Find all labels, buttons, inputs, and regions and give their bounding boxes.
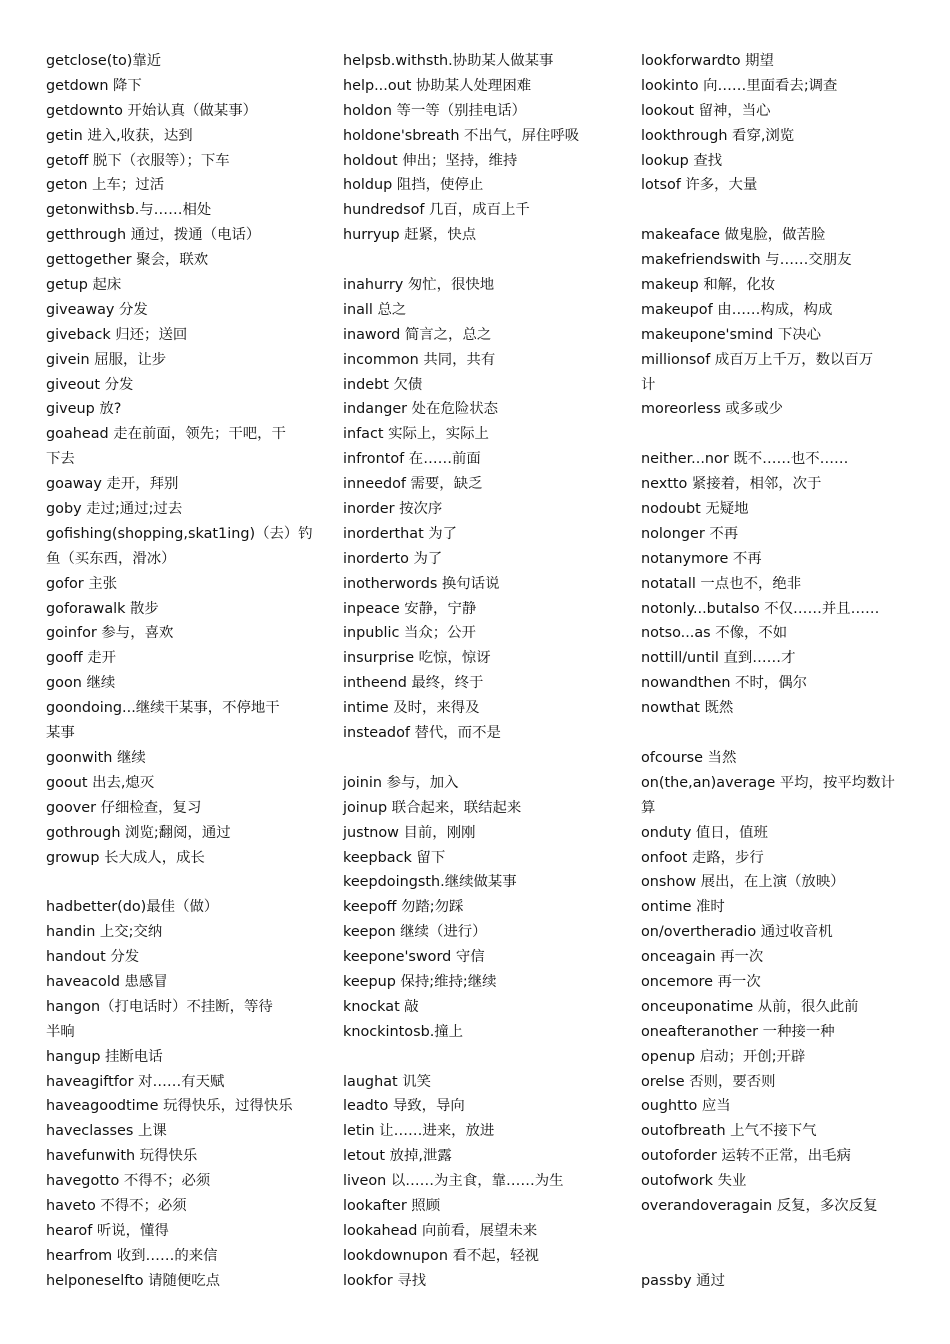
vocab-entry: goby 走过;通过;过去	[46, 501, 183, 518]
vocab-entry: inorderthat 为了	[343, 525, 458, 542]
vocab-entry: goon 继续	[46, 675, 116, 692]
vocab-entry: hearfrom 收到……的来信	[46, 1247, 218, 1264]
vocab-entry: openup 启动；开创;开辟	[641, 1048, 806, 1065]
vocab-entry: 算	[641, 799, 656, 816]
vocab-entry: notso...as 不像，不如	[641, 625, 788, 642]
vocab-entry: outofbreath 上气不接下气	[641, 1123, 817, 1140]
vocab-entry: giveback 归还；送回	[46, 326, 188, 343]
vocab-entry: nottill/until 直到……才	[641, 650, 796, 667]
vocab-entry: lookdownupon 看不起，轻视	[343, 1247, 539, 1264]
vocab-entry: makeupone'smind 下决心	[641, 326, 822, 343]
vocab-entry: onduty 值日，值班	[641, 824, 768, 841]
vocab-entry: justnow 目前，刚刚	[343, 824, 476, 841]
vocab-entry: on(the,an)average 平均，按平均数计	[641, 774, 895, 791]
vocab-entry: onceagain 再一次	[641, 949, 764, 966]
vocab-entry: indebt 欠债	[343, 376, 423, 393]
vocab-entry: millionsof 成百万上千万，数以百万	[641, 351, 874, 368]
vocab-entry: nowthat 既然	[641, 700, 734, 717]
vocab-entry: lookthrough 看穿,浏览	[641, 127, 795, 144]
vocab-entry: help...out 协助某人处理困难	[343, 77, 532, 94]
vocab-entry: inorder 按次序	[343, 501, 443, 518]
vocab-entry: intheend 最终，终于	[343, 675, 484, 692]
vocab-entry: ontime 准时	[641, 899, 725, 916]
vocab-entry: keepon 继续（进行）	[343, 924, 487, 941]
vocab-entry: getup 起床	[46, 277, 122, 294]
vocab-entry: nodoubt 无疑地	[641, 501, 749, 518]
vocab-entry: joinin 参与，加入	[343, 774, 459, 791]
vocab-entry: laughat 讥笑	[343, 1073, 432, 1090]
blank-line	[641, 1244, 907, 1269]
vocab-entry: onshow 展出，在上演（放映）	[641, 874, 845, 891]
vocab-entry: lookahead 向前看，展望未来	[343, 1222, 538, 1239]
vocab-entry: helpsb.withsth.协助某人做某事	[343, 53, 554, 69]
vocab-entry: inahurry 匆忙，很快地	[343, 277, 495, 294]
vocab-entry: getdownto 开始认真（做某事）	[46, 102, 257, 119]
vocab-entry: orelse 否则，要否则	[641, 1073, 776, 1090]
vocab-entry: haveagoodtime 玩得快乐，过得快乐	[46, 1098, 293, 1115]
vocab-entry: goforawalk 散步	[46, 600, 159, 617]
vocab-entry: neither...nor 既不……也不……	[641, 451, 849, 468]
vocab-entry: goout 出去,熄灭	[46, 774, 155, 791]
vocab-entry: gofor 主张	[46, 575, 118, 592]
vocab-entry: keepback 留下	[343, 849, 446, 866]
vocab-entry: giveout 分发	[46, 376, 134, 393]
vocab-entry: holdup 阻挡，使停止	[343, 177, 484, 194]
vocab-entry: lotsof 许多，大量	[641, 177, 758, 194]
vocab-entry: keepone'sword 守信	[343, 949, 485, 966]
vocab-entry: notonly...butalso 不仅……并且……	[641, 600, 880, 617]
vocab-entry: 计	[641, 376, 656, 393]
vocab-entry: goahead 走在前面，领先；干吧，干	[46, 426, 286, 443]
column-3	[641, 49, 907, 1294]
vocab-entry: giveaway 分发	[46, 301, 148, 318]
vocab-entry: notatall 一点也不，绝非	[641, 575, 802, 592]
vocab-entry: insurprise 吃惊，惊讶	[343, 650, 491, 667]
vocab-entry: inpeace 安静，宁静	[343, 600, 477, 617]
vocab-entry: makefriendswith 与……交朋友	[641, 252, 852, 269]
vocab-entry: outoforder 运转不正常，出毛病	[641, 1148, 851, 1165]
vocab-entry: keepoff 勿踏;勿踩	[343, 899, 464, 916]
vocab-entry: getoff 脱下（衣服等）；下车	[46, 152, 230, 169]
vocab-entry: havegotto 不得不；必须	[46, 1173, 211, 1190]
vocab-entry: makeupof 由……构成，构成	[641, 301, 833, 318]
vocab-entry: getin 进入,收获，达到	[46, 127, 193, 144]
vocab-entry: getclose(to)靠近	[46, 53, 162, 69]
vocab-entry: gettogether 聚会，联欢	[46, 252, 209, 269]
vocab-entry: ofcourse 当然	[641, 749, 737, 766]
vocab-entry: handin 上交;交纳	[46, 924, 163, 941]
vocab-entry: overandoveragain 反复，多次反复	[641, 1197, 878, 1214]
vocab-entry: intime 及时，来得及	[343, 700, 480, 717]
vocab-entry: gooff 走开	[46, 650, 117, 667]
vocab-entry: gofishing(shopping,skat1ing)（去）钓	[46, 525, 313, 542]
vocab-entry: hurryup 赶紧，快点	[343, 227, 477, 244]
vocab-entry: helponeselfto 请随便吃点	[46, 1272, 221, 1289]
vocab-entry: oncemore 再一次	[641, 973, 761, 990]
vocab-entry: onceuponatime 从前，很久此前	[641, 998, 859, 1015]
vocab-entry: 某事	[46, 725, 75, 742]
vocab-entry: hearof 听说，懂得	[46, 1222, 169, 1239]
vocab-entry: haveto 不得不；必须	[46, 1197, 187, 1214]
vocab-entry: inorderto 为了	[343, 550, 443, 567]
vocab-entry: getonwithsb.与……相处	[46, 202, 212, 219]
vocab-entry: holdout 伸出；坚持，维持	[343, 152, 518, 169]
vocab-entry: hundredsof 几百，成百上千	[343, 202, 530, 219]
blank-line	[641, 422, 907, 447]
vocab-entry: makeaface 做鬼脸，做苦脸	[641, 227, 826, 244]
vocab-entry: getdown 降下	[46, 77, 142, 94]
vocab-entry: hangon（打电话时）不挂断，等待	[46, 998, 273, 1015]
vocab-entry: hangup 挂断电话	[46, 1048, 163, 1065]
vocab-entry: notanymore 不再	[641, 550, 762, 567]
vocab-entry: infact 实际上，实际上	[343, 426, 489, 443]
vocab-entry: lookafter 照顾	[343, 1197, 441, 1214]
vocab-entry: letin 让……进来，放进	[343, 1123, 495, 1140]
vocab-entry: outofwork 失业	[641, 1173, 747, 1190]
vocab-entry: 鱼（买东西，滑冰）	[46, 550, 176, 567]
vocab-entry: keepdoingsth.继续做某事	[343, 874, 517, 891]
vocab-entry: makeup 和解，化妆	[641, 277, 776, 294]
vocab-entry: goondoing...继续干某事，不停地干	[46, 700, 280, 717]
vocab-entry: nowandthen 不时，偶尔	[641, 675, 808, 692]
vocab-entry: inpublic 当众；公开	[343, 625, 476, 642]
vocab-entry: gothrough 浏览;翻阅，通过	[46, 824, 231, 841]
blank-line	[343, 248, 611, 273]
vocab-entry: on/overtheradio 通过收音机	[641, 924, 833, 941]
blank-line	[641, 721, 907, 746]
vocab-entry: giveup 放?	[46, 401, 122, 418]
vocab-entry: liveon 以……为主食，靠……为生	[343, 1173, 564, 1190]
vocab-entry: goaway 走开，拜别	[46, 476, 179, 493]
vocab-entry: holdon 等一等（别挂电话）	[343, 102, 527, 119]
vocab-entry: goover 仔细检查，复习	[46, 799, 202, 816]
vocab-entry: oughtto 应当	[641, 1098, 731, 1115]
vocab-entry: givein 屈服，让步	[46, 351, 167, 368]
vocab-entry: knockat 敲	[343, 998, 419, 1015]
vocab-entry: 半晌	[46, 1023, 75, 1040]
vocab-entry: infrontof 在……前面	[343, 451, 481, 468]
vocab-entry: lookfor 寻找	[343, 1272, 427, 1289]
vocab-entry: knockintosb.撞上	[343, 1023, 464, 1040]
vocab-entry: oneafteranother 一种接一种	[641, 1023, 835, 1040]
vocab-entry: lookup 查找	[641, 152, 723, 169]
vocab-entry: nolonger 不再	[641, 525, 739, 542]
vocab-entry: haveagiftfor 对……有天赋	[46, 1073, 225, 1090]
vocab-entry: inneedof 需要，缺乏	[343, 476, 483, 493]
vocab-entry: moreorless 或多或少	[641, 401, 783, 418]
vocab-entry: hadbetter(do)最佳（做）	[46, 899, 219, 916]
vocab-entry: haveclasses 上课	[46, 1123, 167, 1140]
vocab-entry: lookinto 向……里面看去;调查	[641, 77, 838, 94]
vocab-entry: joinup 联合起来，联结起来	[343, 799, 522, 816]
vocab-entry: goinfor 参与，喜欢	[46, 625, 174, 642]
blank-line	[343, 1045, 611, 1070]
vocab-entry: 下去	[46, 451, 75, 468]
blank-line	[641, 1219, 907, 1244]
blank-line	[343, 746, 611, 771]
vocab-entry: inall 总之	[343, 301, 407, 318]
vocab-entry: insteadof 替代，而不是	[343, 725, 501, 742]
vocab-entry: havefunwith 玩得快乐	[46, 1148, 198, 1165]
blank-line	[641, 198, 907, 223]
vocab-entry: handout 分发	[46, 949, 140, 966]
vocab-entry: growup 长大成人，成长	[46, 849, 205, 866]
vocab-entry: geton 上车；过活	[46, 177, 165, 194]
vocab-entry: haveacold 患感冒	[46, 973, 168, 990]
vocab-entry: goonwith 继续	[46, 749, 146, 766]
blank-line	[46, 870, 314, 895]
vocab-entry: leadto 导致，导向	[343, 1098, 465, 1115]
column-2	[343, 49, 611, 1294]
vocab-entry: incommon 共同，共有	[343, 351, 496, 368]
vocab-entry: passby 通过	[641, 1272, 725, 1289]
vocab-entry: inaword 简言之，总之	[343, 326, 492, 343]
vocab-entry: inotherwords 换句话说	[343, 575, 500, 592]
vocab-entry: holdone'sbreath 不出气，屏住呼吸	[343, 127, 580, 144]
vocab-entry: keepup 保持;维持;继续	[343, 973, 497, 990]
column-1	[46, 49, 314, 1294]
vocab-entry: nextto 紧接着，相邻，次于	[641, 476, 822, 493]
vocab-entry: getthrough 通过，拨通（电话）	[46, 227, 261, 244]
vocab-entry: lookforwardto 期望	[641, 53, 774, 69]
vocab-entry: lookout 留神，当心	[641, 102, 771, 119]
vocab-entry: indanger 处在危险状态	[343, 401, 499, 418]
vocab-entry: onfoot 走路，步行	[641, 849, 764, 866]
vocab-entry: letout 放掉,泄露	[343, 1148, 452, 1165]
